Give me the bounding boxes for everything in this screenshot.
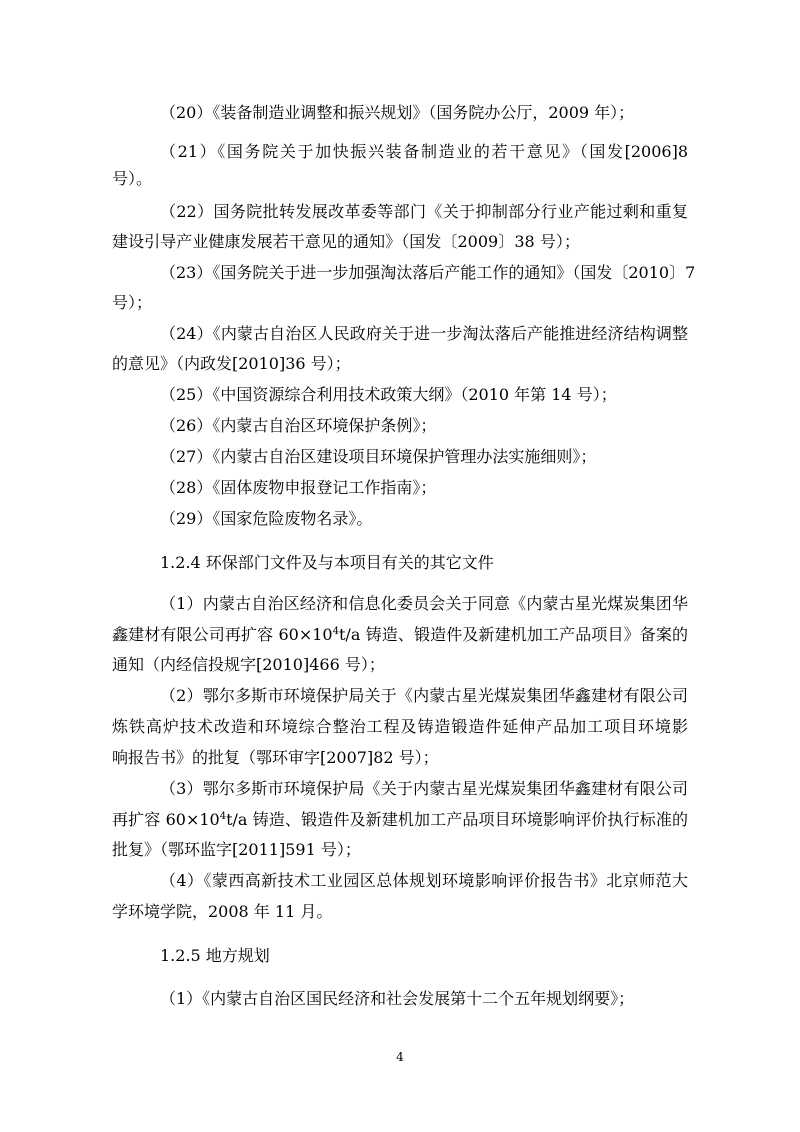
document-item-3: （3）鄂尔多斯市环境保护局《关于内蒙古星光煤炭集团华鑫建材有限公司 xyxy=(160,779,688,798)
regulation-item-21-cont: 号）。 xyxy=(112,169,153,188)
document-item-4-cont: 学环境学院，2008 年 11 月。 xyxy=(112,902,333,921)
regulation-item-26: （26）《内蒙古自治区环境保护条例》； xyxy=(160,416,437,435)
section-heading-1-2-4: 1.2.4 环保部门文件及与本项目有关的其它文件 xyxy=(160,553,494,572)
regulation-item-23: （23）《国务院关于进一步加强淘汰落后产能工作的通知》（国发〔2010〕7 xyxy=(160,263,696,282)
document-item-3-text-a: 再扩容 60×10 xyxy=(112,810,220,829)
document-item-1-cont-2: 通知（内经信投规字[2010]466 号）； xyxy=(112,655,385,674)
document-item-2: （2）鄂尔多斯市环境保护局关于《内蒙古星光煤炭集团华鑫建材有限公司 xyxy=(160,686,688,705)
regulation-item-25: （25）《中国资源综合利用技术政策大纲》（2010 年第 14 号）； xyxy=(160,385,617,404)
document-item-4: （4）《蒙西高新技术工业园区总体规划环境影响评价报告书》北京师范大 xyxy=(160,871,688,890)
document-item-2-cont-2: 响报告书》的批复（鄂环审字[2007]82 号）； xyxy=(112,748,439,767)
regulation-item-20: （20）《装备制造业调整和振兴规划》（国务院办公厅，2009 年）； xyxy=(160,103,635,122)
document-item-1-exponent: 4 xyxy=(332,626,339,637)
document-item-1-text-a: 鑫建材有限公司再扩容 60×10 xyxy=(112,625,333,644)
section-heading-1-2-5: 1.2.5 地方规划 xyxy=(160,946,270,965)
document-item-1-text-b: t/a 铸造、锻造件及新建机加工产品项目》备案的 xyxy=(339,625,688,644)
regulation-item-23-cont: 号）； xyxy=(112,293,153,312)
regulation-item-22-cont: 建设引导产业健康发展若干意见的通知》（国发〔2009〕38 号）； xyxy=(112,232,580,251)
document-item-3-exponent: 4 xyxy=(219,811,227,822)
document-item-1: （1）内蒙古自治区经济和信息化委员会关于同意《内蒙古星光煤炭集团华 xyxy=(160,594,688,613)
regulation-item-22: （22）国务院批转发展改革委等部门《关于抑制部分行业产能过剩和重复 xyxy=(160,202,688,221)
regulation-item-24-cont: 的意见》（内政发[2010]36 号）； xyxy=(112,354,351,373)
regulation-item-27: （27）《内蒙古自治区建设项目环境保护管理办法实施细则》； xyxy=(160,447,597,466)
document-item-3-cont xyxy=(112,810,688,830)
regulation-item-28: （28）《固体废物申报登记工作指南》； xyxy=(160,478,437,497)
document-item-1-cont xyxy=(112,625,688,645)
regulation-item-29: （29）《国家危险废物名录》。 xyxy=(160,509,373,528)
document-item-3-text-b: t/a 铸造、锻造件及新建机加工产品项目环境影响评价执行标准的 xyxy=(226,810,688,829)
document-item-3-cont-2: 批复》（鄂环监字[2011]591 号）； xyxy=(112,840,361,859)
regulation-item-24: （24）《内蒙古自治区人民政府关于进一步淘汰落后产能推进经济结构调整 xyxy=(160,324,688,343)
page-number: 4 xyxy=(396,1050,404,1064)
plan-item-1: （1）《内蒙古自治区国民经济和社会发展第十二个五年规划纲要》； xyxy=(160,989,635,1008)
document-item-2-cont: 炼铁高炉技术改造和环境综合整治工程及铸造锻造件延伸产品加工项目环境影 xyxy=(112,717,688,736)
regulation-item-21: （21）《国务院关于加快振兴装备制造业的若干意见》（国发[2006]8 xyxy=(160,142,688,161)
